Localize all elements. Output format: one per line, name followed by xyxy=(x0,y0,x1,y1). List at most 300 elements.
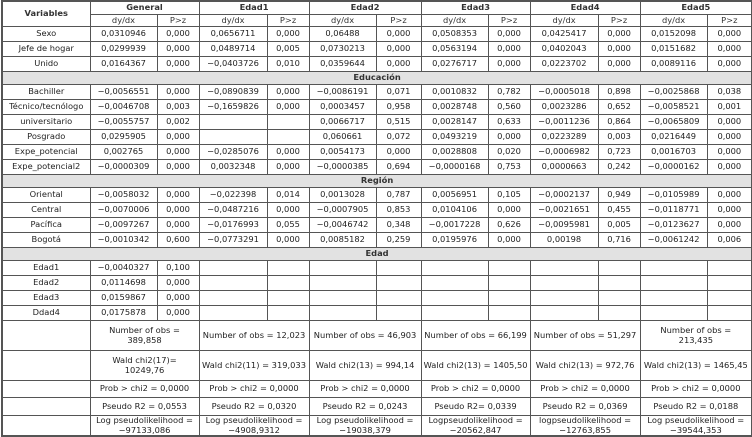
pvalue-cell: 0,000 xyxy=(267,100,309,115)
dydx-cell: 0,0164367 xyxy=(90,57,157,72)
pvalue-header: P>z xyxy=(376,15,421,27)
dydx-cell: 0,0295905 xyxy=(90,130,157,145)
pvalue-cell: 0,723 xyxy=(598,145,640,160)
pvalue-cell: 0,000 xyxy=(267,203,309,218)
section-row xyxy=(2,72,752,85)
pvalue-cell: 0,000 xyxy=(376,145,421,160)
dydx-cell: 0,0028808 xyxy=(421,145,488,160)
stats-cell: logpseudolikelihood = −12763,855 xyxy=(530,416,640,437)
pvalue-cell: 0,853 xyxy=(376,203,421,218)
dydx-cell: 0,0000663 xyxy=(530,160,598,175)
pvalue-cell xyxy=(376,276,421,291)
variable-label: Edad2 xyxy=(2,276,90,291)
dydx-cell: −0,0025868 xyxy=(640,85,707,100)
pvalue-cell: 0,787 xyxy=(376,188,421,203)
dydx-cell: −0,0000309 xyxy=(90,160,157,175)
pvalue-cell: 0,652 xyxy=(598,100,640,115)
stats-cell: Log pseudolikelihood = −19038,379 xyxy=(309,416,421,437)
pvalue-cell xyxy=(598,261,640,276)
table-row xyxy=(2,276,752,291)
stats-cell: Pseudo R2 = 0,0188 xyxy=(640,398,752,416)
pvalue-cell xyxy=(376,291,421,306)
pvalue-cell xyxy=(598,276,640,291)
pvalue-cell: 0,000 xyxy=(376,27,421,42)
stats-cell: Number of obs = 66,199 xyxy=(421,321,530,351)
pvalue-cell: 0,000 xyxy=(267,160,309,175)
group-header: Edad5 xyxy=(640,1,752,15)
pvalue-cell: 0,000 xyxy=(376,57,421,72)
stats-cell: Number of obs = 51,297 xyxy=(530,321,640,351)
dydx-cell xyxy=(309,261,376,276)
dydx-cell: 0,0023286 xyxy=(530,100,598,115)
dydx-cell: 0,002765 xyxy=(90,145,157,160)
variable-label: Bogotá xyxy=(2,233,90,248)
stats-cell: Logpseudolikelihood = −20562,847 xyxy=(421,416,530,437)
pvalue-cell: 0,000 xyxy=(157,57,199,72)
stats-cell: Prob > chi2 = 0,0000 xyxy=(199,381,309,398)
dydx-cell: 0,0016703 xyxy=(640,145,707,160)
pvalue-cell: 0,000 xyxy=(376,42,421,57)
pvalue-cell xyxy=(267,291,309,306)
dydx-cell: −0,0105989 xyxy=(640,188,707,203)
dydx-cell: 0,0152098 xyxy=(640,27,707,42)
variable-label: Central xyxy=(2,203,90,218)
pvalue-cell: 0,020 xyxy=(488,145,530,160)
pvalue-cell: 0,000 xyxy=(707,27,752,42)
dydx-cell: 0,0028147 xyxy=(421,115,488,130)
pvalue-cell: 0,005 xyxy=(598,218,640,233)
dydx-cell: −0,0058032 xyxy=(90,188,157,203)
pvalue-cell: 0,071 xyxy=(376,85,421,100)
dydx-cell: −0,0058521 xyxy=(640,100,707,115)
dydx-cell xyxy=(309,276,376,291)
dydx-cell: 0,0003457 xyxy=(309,100,376,115)
pvalue-cell xyxy=(707,291,752,306)
stats-cell: Number of obs = 389,858 xyxy=(90,321,199,351)
pvalue-cell: 0,014 xyxy=(267,188,309,203)
stats-row xyxy=(2,351,752,381)
dydx-header: dy/dx xyxy=(530,15,598,27)
dydx-cell xyxy=(309,291,376,306)
pvalue-cell xyxy=(488,306,530,321)
stats-cell: Wald chi2(11) = 319,033 xyxy=(199,351,309,381)
stats-cell: Wald chi2(13) = 972,76 xyxy=(530,351,640,381)
dydx-cell: −0,0487216 xyxy=(199,203,267,218)
pvalue-cell: 0,000 xyxy=(157,291,199,306)
dydx-cell: −0,0890839 xyxy=(199,85,267,100)
stats-cell: Number of obs = 213,435 xyxy=(640,321,752,351)
dydx-cell: 0,0508353 xyxy=(421,27,488,42)
stats-label-empty xyxy=(2,351,90,381)
pvalue-cell xyxy=(376,306,421,321)
stats-cell: Wald chi2(17)= 10249,76 xyxy=(90,351,199,381)
dydx-cell: −0,0086191 xyxy=(309,85,376,100)
section-title: Región xyxy=(2,175,752,188)
pvalue-cell: 0,000 xyxy=(157,276,199,291)
header-row-groups xyxy=(2,1,752,15)
dydx-cell: −0,0061242 xyxy=(640,233,707,248)
dydx-cell: −0,0007905 xyxy=(309,203,376,218)
table-row xyxy=(2,188,752,203)
dydx-cell: −0,0118771 xyxy=(640,203,707,218)
pvalue-cell: 0,000 xyxy=(488,27,530,42)
pvalue-cell: 0,242 xyxy=(598,160,640,175)
variable-label: Técnico/tecnólogo xyxy=(2,100,90,115)
dydx-cell: −0,0046742 xyxy=(309,218,376,233)
stats-cell: Wald chi2(13) = 1405,50 xyxy=(421,351,530,381)
pvalue-cell xyxy=(707,261,752,276)
header-row-sub xyxy=(2,15,752,27)
pvalue-cell: 0,010 xyxy=(267,57,309,72)
stats-cell: Prob > chi2 = 0,0000 xyxy=(90,381,199,398)
stats-row xyxy=(2,398,752,416)
group-header: Edad1 xyxy=(199,1,309,15)
pvalue-cell: 0,000 xyxy=(267,85,309,100)
pvalue-cell: 0,000 xyxy=(157,85,199,100)
stats-cell: Number of obs = 12,023 xyxy=(199,321,309,351)
stats-cell: Pseudo R2= 0,0339 xyxy=(421,398,530,416)
pvalue-cell xyxy=(707,276,752,291)
dydx-cell: 0,00198 xyxy=(530,233,598,248)
dydx-cell: −0,0000162 xyxy=(640,160,707,175)
pvalue-cell: 0,000 xyxy=(157,188,199,203)
pvalue-cell: 0,000 xyxy=(707,42,752,57)
dydx-cell xyxy=(199,130,267,145)
stats-cell: Pseudo R2 = 0,0553 xyxy=(90,398,199,416)
dydx-cell xyxy=(199,306,267,321)
pvalue-cell: 0,000 xyxy=(707,57,752,72)
dydx-cell: −0,0046708 xyxy=(90,100,157,115)
dydx-header: dy/dx xyxy=(309,15,376,27)
table-row xyxy=(2,115,752,130)
pvalue-cell: 0,000 xyxy=(707,203,752,218)
pvalue-cell: 0,782 xyxy=(488,85,530,100)
pvalue-header: P>z xyxy=(267,15,309,27)
pvalue-cell xyxy=(267,261,309,276)
pvalue-cell: 0,716 xyxy=(598,233,640,248)
dydx-cell: 0,0085182 xyxy=(309,233,376,248)
variable-label: Edad3 xyxy=(2,291,90,306)
pvalue-cell: 0,000 xyxy=(157,306,199,321)
stats-cell: Prob > chi2 = 0,0000 xyxy=(309,381,421,398)
dydx-cell xyxy=(640,306,707,321)
pvalue-cell: 0,003 xyxy=(157,100,199,115)
pvalue-cell: 0,038 xyxy=(707,85,752,100)
table-row xyxy=(2,145,752,160)
pvalue-cell: 0,000 xyxy=(157,130,199,145)
dydx-cell: −0,0005018 xyxy=(530,85,598,100)
stats-row xyxy=(2,321,752,351)
pvalue-cell xyxy=(267,276,309,291)
variable-label: Expe_potencial xyxy=(2,145,90,160)
dydx-cell: −0,0095981 xyxy=(530,218,598,233)
stats-label-empty xyxy=(2,321,90,351)
pvalue-cell: 0,864 xyxy=(598,115,640,130)
dydx-cell: 0,0730213 xyxy=(309,42,376,57)
stats-cell: Prob > chi2 = 0,0000 xyxy=(640,381,752,398)
pvalue-cell: 0,002 xyxy=(157,115,199,130)
pvalue-cell: 0,000 xyxy=(707,115,752,130)
stats-cell: Wald chi2(13) = 994,14 xyxy=(309,351,421,381)
variables-header: Variables xyxy=(2,1,90,27)
pvalue-header: P>z xyxy=(707,15,752,27)
pvalue-cell: 0,000 xyxy=(707,188,752,203)
table-row xyxy=(2,27,752,42)
pvalue-cell: 0,000 xyxy=(267,233,309,248)
dydx-cell: −0,0056551 xyxy=(90,85,157,100)
dydx-cell: 0,0066717 xyxy=(309,115,376,130)
pvalue-cell xyxy=(488,276,530,291)
pvalue-cell: 0,000 xyxy=(157,160,199,175)
pvalue-cell: 0,958 xyxy=(376,100,421,115)
dydx-cell xyxy=(421,291,488,306)
pvalue-cell xyxy=(488,261,530,276)
table-row xyxy=(2,291,752,306)
dydx-cell: 0,0310946 xyxy=(90,27,157,42)
dydx-cell: 0,0104106 xyxy=(421,203,488,218)
pvalue-cell: 0,000 xyxy=(157,145,199,160)
pvalue-cell: 0,259 xyxy=(376,233,421,248)
stats-label-empty xyxy=(2,381,90,398)
pvalue-cell xyxy=(267,306,309,321)
variable-label: Sexo xyxy=(2,27,90,42)
stats-cell: Pseudo R2 = 0,0243 xyxy=(309,398,421,416)
pvalue-cell: 0,633 xyxy=(488,115,530,130)
dydx-cell: −0,0010342 xyxy=(90,233,157,248)
pvalue-cell xyxy=(598,291,640,306)
variable-label: universitario xyxy=(2,115,90,130)
dydx-cell: 0,06488 xyxy=(309,27,376,42)
pvalue-cell: 0,001 xyxy=(707,100,752,115)
variable-label: Edad1 xyxy=(2,261,90,276)
dydx-cell: 0,0425417 xyxy=(530,27,598,42)
dydx-cell: 0,0276717 xyxy=(421,57,488,72)
table-row xyxy=(2,57,752,72)
table-row xyxy=(2,218,752,233)
stats-cell: Number of obs = 46,903 xyxy=(309,321,421,351)
variable-label: Oriental xyxy=(2,188,90,203)
pvalue-cell xyxy=(267,115,309,130)
dydx-cell: −0,0006982 xyxy=(530,145,598,160)
pvalue-cell: 0,560 xyxy=(488,100,530,115)
pvalue-cell: 0,000 xyxy=(707,218,752,233)
stats-row xyxy=(2,381,752,398)
dydx-cell: 0,0402043 xyxy=(530,42,598,57)
variable-label: Posgrado xyxy=(2,130,90,145)
pvalue-cell: 0,072 xyxy=(376,130,421,145)
stats-cell: Log pseudolikelihood = −4908,9312 xyxy=(199,416,309,437)
dydx-cell: 0,0359644 xyxy=(309,57,376,72)
variable-label: Pacífica xyxy=(2,218,90,233)
pvalue-cell: 0,000 xyxy=(157,42,199,57)
dydx-cell xyxy=(640,276,707,291)
pvalue-cell: 0,055 xyxy=(267,218,309,233)
pvalue-cell: 0,348 xyxy=(376,218,421,233)
dydx-cell xyxy=(530,306,598,321)
pvalue-cell: 0,000 xyxy=(157,218,199,233)
dydx-cell: 0,0114698 xyxy=(90,276,157,291)
dydx-cell: 0,0089116 xyxy=(640,57,707,72)
table-row xyxy=(2,42,752,57)
dydx-cell: 0,0656711 xyxy=(199,27,267,42)
dydx-cell: 0,0195976 xyxy=(421,233,488,248)
dydx-cell: 0,0223289 xyxy=(530,130,598,145)
stats-cell: Prob > chi2 = 0,0000 xyxy=(421,381,530,398)
dydx-cell: −0,0040327 xyxy=(90,261,157,276)
stats-row xyxy=(2,416,752,437)
pvalue-header: P>z xyxy=(488,15,530,27)
table-row xyxy=(2,160,752,175)
dydx-cell: −0,0176993 xyxy=(199,218,267,233)
group-header: Edad4 xyxy=(530,1,640,15)
pvalue-cell: 0,600 xyxy=(157,233,199,248)
pvalue-cell: 0,694 xyxy=(376,160,421,175)
dydx-cell: 0,0175878 xyxy=(90,306,157,321)
dydx-cell xyxy=(199,115,267,130)
variable-label: Unido xyxy=(2,57,90,72)
section-title: Edad xyxy=(2,248,752,261)
dydx-cell: −0,0065809 xyxy=(640,115,707,130)
dydx-cell: 0,0299939 xyxy=(90,42,157,57)
stats-cell: Wald chi2(13) = 1465,45 xyxy=(640,351,752,381)
dydx-cell xyxy=(309,306,376,321)
dydx-cell: −0,0002137 xyxy=(530,188,598,203)
dydx-header: dy/dx xyxy=(640,15,707,27)
dydx-cell: 0,0216449 xyxy=(640,130,707,145)
dydx-cell xyxy=(640,291,707,306)
dydx-header: dy/dx xyxy=(199,15,267,27)
dydx-cell: −0,0000168 xyxy=(421,160,488,175)
pvalue-cell: 0,000 xyxy=(598,42,640,57)
pvalue-cell: 0,000 xyxy=(488,57,530,72)
pvalue-cell xyxy=(598,306,640,321)
dydx-header: dy/dx xyxy=(90,15,157,27)
section-row xyxy=(2,175,752,188)
dydx-cell: 0,0151682 xyxy=(640,42,707,57)
table-row xyxy=(2,306,752,321)
variable-label: Expe_potencial2 xyxy=(2,160,90,175)
dydx-cell: −0,0097267 xyxy=(90,218,157,233)
dydx-cell: 0,0013028 xyxy=(309,188,376,203)
pvalue-cell xyxy=(707,306,752,321)
dydx-cell: −0,0285076 xyxy=(199,145,267,160)
variable-label: Bachiller xyxy=(2,85,90,100)
dydx-cell xyxy=(530,276,598,291)
pvalue-cell: 0,000 xyxy=(267,27,309,42)
dydx-cell xyxy=(199,291,267,306)
stats-label-empty xyxy=(2,416,90,437)
dydx-cell: 0,0493219 xyxy=(421,130,488,145)
pvalue-cell: 0,000 xyxy=(488,233,530,248)
pvalue-cell: 0,000 xyxy=(488,130,530,145)
dydx-cell: −0,0000385 xyxy=(309,160,376,175)
group-header: General xyxy=(90,1,199,15)
pvalue-header: P>z xyxy=(598,15,640,27)
stats-cell: Pseudo R2 = 0,0320 xyxy=(199,398,309,416)
pvalue-cell: 0,000 xyxy=(598,57,640,72)
regression-results-table xyxy=(1,0,752,437)
dydx-cell: 0,0223702 xyxy=(530,57,598,72)
pvalue-cell: 0,515 xyxy=(376,115,421,130)
dydx-cell xyxy=(421,306,488,321)
pvalue-cell: 0,898 xyxy=(598,85,640,100)
pvalue-header: P>z xyxy=(157,15,199,27)
dydx-cell: 0,0056951 xyxy=(421,188,488,203)
dydx-cell: 0,0010832 xyxy=(421,85,488,100)
stats-cell: Log pseudolikelihood = −97133,086 xyxy=(90,416,199,437)
dydx-cell xyxy=(421,261,488,276)
pvalue-cell: 0,000 xyxy=(157,27,199,42)
group-header: Edad3 xyxy=(421,1,530,15)
pvalue-cell: 0,100 xyxy=(157,261,199,276)
stats-cell: Pseudo R2 = 0,0369 xyxy=(530,398,640,416)
pvalue-cell xyxy=(488,291,530,306)
pvalue-cell: 0,006 xyxy=(707,233,752,248)
dydx-cell: −0,0011236 xyxy=(530,115,598,130)
variable-label: Ddad4 xyxy=(2,306,90,321)
pvalue-cell: 0,949 xyxy=(598,188,640,203)
dydx-cell xyxy=(530,261,598,276)
pvalue-cell: 0,626 xyxy=(488,218,530,233)
pvalue-cell: 0,000 xyxy=(267,145,309,160)
dydx-cell: 0,0054173 xyxy=(309,145,376,160)
dydx-cell: 0,0032348 xyxy=(199,160,267,175)
table-row xyxy=(2,85,752,100)
dydx-header: dy/dx xyxy=(421,15,488,27)
dydx-cell: −0,0021651 xyxy=(530,203,598,218)
pvalue-cell: 0,455 xyxy=(598,203,640,218)
table-row xyxy=(2,203,752,218)
dydx-cell xyxy=(640,261,707,276)
dydx-cell: −0,1659826 xyxy=(199,100,267,115)
pvalue-cell: 0,000 xyxy=(707,160,752,175)
dydx-cell: −0,0055757 xyxy=(90,115,157,130)
dydx-cell xyxy=(199,276,267,291)
pvalue-cell: 0,000 xyxy=(598,27,640,42)
stats-cell: Log pseudolikelihood = −39544,353 xyxy=(640,416,752,437)
section-row xyxy=(2,248,752,261)
pvalue-cell: 0,105 xyxy=(488,188,530,203)
dydx-cell: 0,0489714 xyxy=(199,42,267,57)
pvalue-cell: 0,000 xyxy=(488,42,530,57)
stats-cell: Prob > chi2 = 0,0000 xyxy=(530,381,640,398)
table-row xyxy=(2,130,752,145)
pvalue-cell xyxy=(267,130,309,145)
pvalue-cell: 0,005 xyxy=(267,42,309,57)
table-row xyxy=(2,261,752,276)
pvalue-cell xyxy=(376,261,421,276)
table-row xyxy=(2,100,752,115)
pvalue-cell: 0,000 xyxy=(488,203,530,218)
dydx-cell: −0,022398 xyxy=(199,188,267,203)
dydx-cell xyxy=(421,276,488,291)
section-title: Educación xyxy=(2,72,752,85)
group-header: Edad2 xyxy=(309,1,421,15)
dydx-cell: −0,0123627 xyxy=(640,218,707,233)
dydx-cell: −0,0403726 xyxy=(199,57,267,72)
dydx-cell: 0,060661 xyxy=(309,130,376,145)
dydx-cell: −0,0070006 xyxy=(90,203,157,218)
stats-label-empty xyxy=(2,398,90,416)
dydx-cell: 0,0028748 xyxy=(421,100,488,115)
pvalue-cell: 0,000 xyxy=(707,145,752,160)
dydx-cell xyxy=(199,261,267,276)
dydx-cell: 0,0159867 xyxy=(90,291,157,306)
pvalue-cell: 0,003 xyxy=(598,130,640,145)
dydx-cell xyxy=(530,291,598,306)
pvalue-cell: 0,000 xyxy=(707,130,752,145)
pvalue-cell: 0,000 xyxy=(157,203,199,218)
